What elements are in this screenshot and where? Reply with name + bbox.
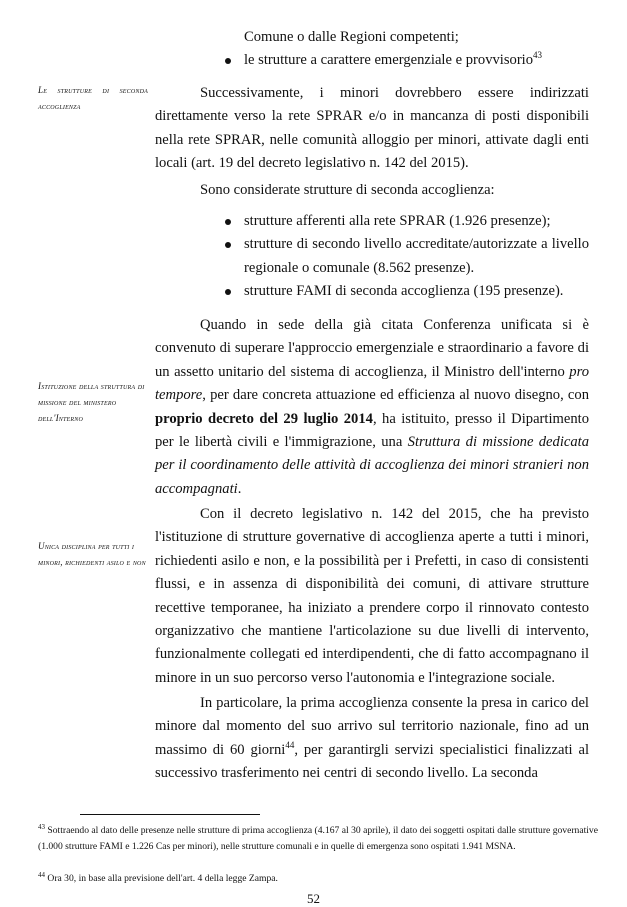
- bullet-icon: [225, 289, 231, 295]
- footnote: $^{43}$ Sottraendo al dato delle presenze nelle strutture di prima accoglienza (4.167 al 30 aprile), il dato dei soggetti ospitati dalle strutture governative (1.000 strutture FAMI e 1.226 Cas per minori), nelle strutture comunali e in quelle di emergenza sono ospitati 1.941 MSNA.: [38, 822, 598, 852]
- body-text: [155, 26, 589, 73]
- bullet-icon: [225, 219, 231, 225]
- footnote-separator: [80, 814, 260, 815]
- list-item: strutture afferenti alla rete SPRAR (1.926 presenze);: [155, 210, 589, 233]
- paragraph: Con il decreto legislativo n. 142 del 2015, che ha previsto l'istituzione di strutture governative di accoglienza aperte a tutti i minori, richiedenti asilo e non, e la possibilità per i Prefetti, in caso di consistenti flussi, e in assenza di disponibilità dei comuni, di attivare strutture recettive temporanee, ha iniziato a prendere corpo il rinnovato contesto organizzativo che mantiene l'articolazione su due livelli di intervento, funzionalmente collegati ed interdipendenti, che di fatto accompagnano il minore in un suo percorso verso l'autonomia e l'integrazione sociale.: [155, 506, 589, 686]
- list-item: strutture FAMI di seconda accoglienza (195 presenze).: [155, 280, 589, 303]
- list-item: le strutture a carattere emergenziale e provvisorio$^{43}$: [155, 49, 589, 72]
- list-item: strutture di secondo livello accreditate/autorizzate a livello regionale o comunale (8.562 presenze).: [155, 233, 589, 280]
- paragraph: Successivamente, i minori dovrebbero essere indirizzati direttamente verso la rete SPRAR e/o in mancanza di posti disponibili nella rete SPRAR, nelle comunità alloggio per minori, attivate dagli enti locali (art. 19 del decreto legislativo n. 142 del 2015).: [155, 85, 589, 172]
- bullet-icon: [225, 58, 231, 64]
- paragraph: Quando in sede della già citata Conferenza unificata si è convenuto di superare l'approccio emergenziale e straordinario a favore di un assetto unitario del sistema di accoglienza, il Ministro dell'interno pro tempore, per dare concreta attuazione ed efficienza al nuovo disegno, con proprio decreto del 29 luglio 2014, ha istituito, presso il Dipartimento per le libertà civili e l'immigrazione, una Struttura di missione dedicata per il coordinamento delle attività di accoglienza dei minori stranieri non accompagnati.: [155, 317, 590, 497]
- margin-note: Istituzione della struttura di missione del ministero dell'Interno: [38, 381, 145, 423]
- paragraph: In particolare, la prima accoglienza consente la presa in carico del minore dal momento del suo arrivo sul territorio nazionale, fino ad un massimo di 60 giorni$^{44}$, per garantirgli servizi specialistici finalizzati al successivo trasferimento nei centri di secondo livello. La seconda: [155, 695, 589, 782]
- footnote-ref: 43: [533, 50, 543, 61]
- page-number: 52: [307, 891, 320, 906]
- footnote: $^{44}$ Ora 30, in base alla previsione dell'art. 4 della legge Zampa.: [38, 870, 278, 884]
- margin-note: Unica disciplina per tutti i minori, richiedenti asilo e non: [38, 541, 146, 567]
- continuation-line: Comune o dalle Regioni competenti;: [244, 29, 459, 45]
- margin-note: Le strutture di seconda accoglienza: [38, 85, 148, 111]
- paragraph: Sono considerate strutture di seconda accoglienza:: [200, 182, 495, 198]
- footnote-ref: 44: [285, 739, 295, 750]
- bullet-icon: [225, 242, 231, 248]
- bullet-list: [155, 210, 589, 304]
